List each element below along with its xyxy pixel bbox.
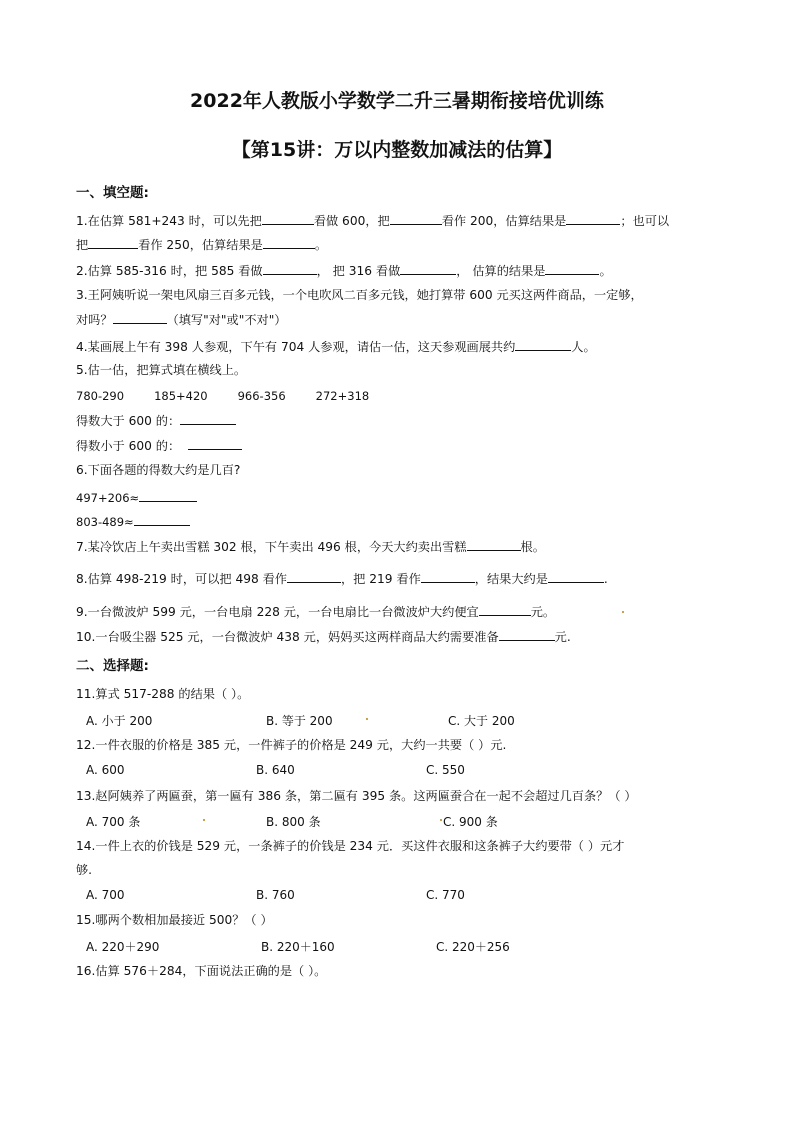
option-b[interactable]: B. 760 — [256, 888, 295, 902]
answer-blank[interactable] — [515, 338, 571, 351]
question-14-line-2: 够. — [76, 863, 93, 877]
answer-blank[interactable] — [499, 628, 555, 641]
option-b[interactable]: B. 800 条 — [266, 815, 321, 829]
answer-blank[interactable] — [134, 513, 190, 526]
answer-blank[interactable] — [467, 538, 521, 551]
question-10: 10.一台吸尘器 525 元，一台微波炉 438 元，妈妈买这两样商品大约需要准备 元. — [76, 630, 571, 644]
question-5-expressions: 780-290 185+420 966-356 272+318 — [76, 389, 370, 403]
option-b[interactable]: B. 220＋160 — [261, 940, 335, 954]
option-c[interactable]: C. 550 — [426, 763, 465, 777]
question-7: 7.某冷饮店上午卖出雪糕 302 根，下午卖出 496 根，今天大约卖出雪糕 根。 — [76, 540, 545, 554]
option-b[interactable]: B. 等于 200 — [266, 714, 333, 728]
question-9: 9.一台微波炉 599 元，一台电扇 228 元，一台电扇比一台微波炉大约便宜 元。 — [76, 605, 556, 619]
answer-blank[interactable] — [566, 212, 620, 225]
option-c[interactable]: C. 大于 200 — [448, 714, 515, 728]
answer-blank[interactable] — [548, 570, 604, 583]
question-4: 4.某画展上午有 398 人参观，下午有 704 人参观，请估一估，这天参观画展共约 人。 — [76, 340, 596, 354]
answer-blank[interactable] — [180, 412, 236, 425]
option-a[interactable]: A. 600 — [86, 763, 125, 777]
question-5-less: 得数小于 600 的： — [76, 437, 242, 454]
scan-speck — [622, 611, 624, 613]
question-12: 12.一件衣服的价格是 385 元，一件裤子的价格是 249 元，大约一共要（ ）元. — [76, 738, 507, 752]
answer-blank[interactable] — [262, 212, 314, 225]
scan-speck — [203, 819, 205, 821]
question-5-greater: 得数大于 600 的： — [76, 412, 236, 429]
question-15: 15.哪两个数相加最接近 500？（ ） — [76, 913, 273, 927]
answer-blank[interactable] — [390, 212, 442, 225]
answer-blank[interactable] — [479, 603, 531, 616]
question-8: 8.估算 498-219 时，可以把 498 看作 ，把 219 看作 ，结果大约是 . — [76, 572, 608, 586]
option-a[interactable]: A. 小于 200 — [86, 714, 153, 728]
answer-blank[interactable] — [545, 262, 599, 275]
answer-blank[interactable] — [421, 570, 475, 583]
question-11: 11.算式 517-288 的结果（ ）。 — [76, 687, 250, 701]
answer-blank[interactable] — [139, 489, 197, 502]
answer-blank[interactable] — [263, 236, 315, 249]
section-multiple-choice: 二、选择题: — [76, 658, 149, 674]
option-c[interactable]: C. 770 — [426, 888, 465, 902]
question-14-line-1: 14.一件上衣的价钱是 529 元，一条裤子的价钱是 234 元．买这件衣服和这条裤子大约要带（ ）元才 — [76, 839, 625, 853]
question-6-a: 497+206≈ — [76, 489, 197, 506]
question-6-b: 803-489≈ — [76, 513, 190, 530]
section-fill-in: 一、填空题: — [76, 185, 149, 201]
answer-blank[interactable] — [188, 437, 242, 450]
option-a[interactable]: A. 220＋290 — [86, 940, 160, 954]
option-a[interactable]: A. 700 条 — [86, 815, 141, 829]
question-6: 6.下面各题的得数大约是几百? — [76, 463, 241, 477]
answer-blank[interactable] — [287, 570, 341, 583]
question-3-line-1: 3.王阿姨听说一架电风扇三百多元钱，一个电吹风二百多元钱，她打算带 600 元买这两件商品，一定够， — [76, 288, 643, 302]
lesson-subtitle: 【第15讲：万以内整数加减法的估算】 — [231, 139, 563, 161]
question-13: 13.赵阿姨养了两匾蚕，第一匾有 386 条，第二匾有 395 条。这两匾蚕合在一起不会超过几百条？（ ） — [76, 789, 637, 803]
question-2: 2.估算 585-316 时，把 585 看做 ， 把 316 看做 ， 估算的结果是 。 — [76, 264, 612, 278]
answer-blank[interactable] — [113, 311, 167, 324]
question-1-line-1: 1.在估算 581+243 时，可以先把 看做 600，把 看作 200，估算结果是 ；也可以 — [76, 214, 670, 228]
option-c[interactable]: C. 220＋256 — [436, 940, 510, 954]
scan-speck — [366, 718, 368, 720]
answer-blank[interactable] — [263, 262, 317, 275]
option-c[interactable]: C. 900 条 — [443, 815, 498, 829]
question-16: 16.估算 576＋284，下面说法正确的是（ ）。 — [76, 964, 327, 978]
option-a[interactable]: A. 700 — [86, 888, 125, 902]
answer-blank[interactable] — [400, 262, 456, 275]
scan-speck — [440, 819, 442, 821]
question-5: 5.估一估，把算式填在横线上。 — [76, 363, 247, 377]
question-3-line-2: 对吗？ （填写"对"或"不对"） — [76, 313, 287, 327]
option-b[interactable]: B. 640 — [256, 763, 295, 777]
page-title: 2022年人教版小学数学二升三暑期衔接培优训练 — [190, 90, 604, 112]
answer-blank[interactable] — [88, 236, 138, 249]
question-1-line-2: 把 看作 250，估算结果是 。 — [76, 238, 328, 252]
